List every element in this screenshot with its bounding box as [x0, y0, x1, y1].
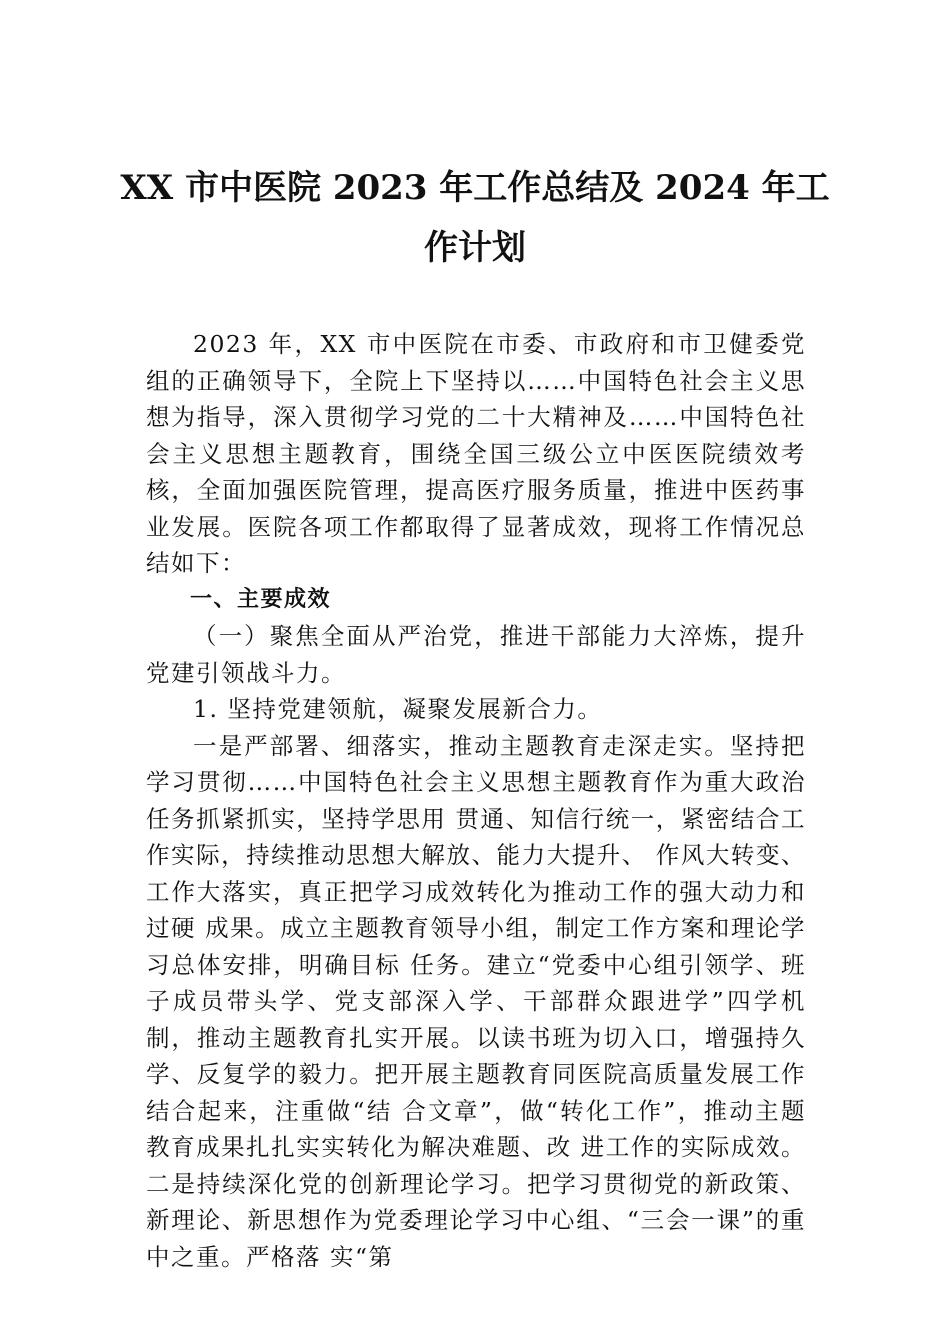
intro-paragraph: 2023 年，XX 市中医院在市委、市政府和市卫健委党组的正确领导下，全院上下坚持以……中国特色社会主义思想为指导，深入贯彻学习党的二十大精神及……中国特色社会主义思想主题教育，围绕全国三级公立中医医院绩效考核，全面加强医院管理，提高医疗服务质量，推进中医药事业发展。医院各项工作都取得了显著成效，现将工作情况总结如下： [146, 330, 806, 577]
title-line-2: 作计划 [424, 228, 526, 268]
item-heading: 1. 坚持党建领航，凝聚发展新合力。 [193, 695, 603, 723]
document-title [120, 158, 830, 278]
title-line-1: XX 市中医院 2023 年工作总结及 2024 年工 [120, 168, 830, 208]
document-body [146, 326, 806, 1275]
subsection-heading: （一）聚焦全面从严治党，推进干部能力大淬炼，提升党建引领战斗力。 [146, 622, 806, 687]
body-paragraph: 一是严部署、细落实，推动主题教育走深走实。坚持把学习贯彻……中国特色社会主义思想主题教育作为重大政治任务抓紧抓实，坚持学思用 贯通、知信行统一，紧密结合工作实际，持续推动思想大解放、能力大提升、 作风大转变、工作大落实，真正把学习成效转化为推动工作的强大动力和过硬 成果。成立主题教育领导小组，制定工作方案和理论学习总体安排，明确目标 任务。建立“党委中心组引领学、班子成员带头学、党支部深入学、干部群众跟进学”四学机制，推动主题教育扎实开展。以读书班为切入口，增强持久学、反复学的毅力。把开展主题教育同医院高质量发展工作结合起来，注重做“结 合文章”，做“转化工作”，推动主题教育成果扎扎实实转化为解决难题、改 进工作的实际成效。二是持续深化党的创新理论学习。把学习贯彻党的新政策、新理论、新思想作为党委理论学习中心组、“三会一课”的重中之重。严格落 实“第 [146, 731, 806, 1271]
section-heading: 一、主要成效 [190, 586, 332, 612]
